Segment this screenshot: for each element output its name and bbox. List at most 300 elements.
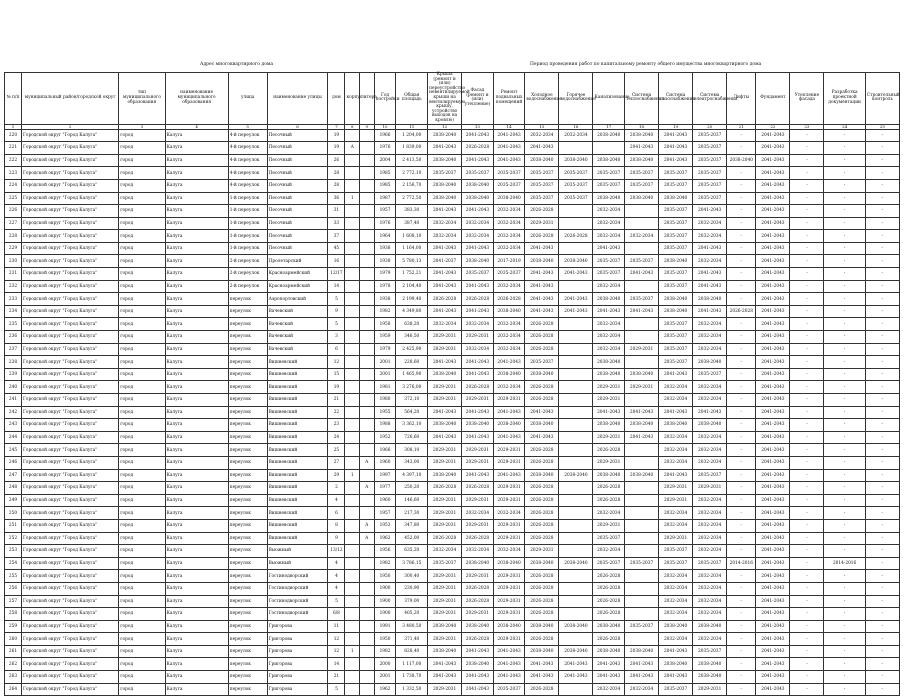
table-cell: 2038-2040 bbox=[428, 179, 462, 192]
table-cell: - bbox=[790, 368, 824, 381]
table-cell: 2041-2043 bbox=[756, 658, 790, 671]
table-cell: 13/12 bbox=[328, 545, 345, 558]
table-cell: Городской округ "Город Калуга" bbox=[22, 167, 119, 180]
table-cell: 2026-2028 bbox=[593, 633, 625, 646]
table-cell bbox=[593, 142, 625, 155]
table-cell: город bbox=[119, 167, 165, 180]
table-cell: город bbox=[119, 305, 165, 318]
table-cell bbox=[345, 570, 360, 583]
table-cell: 2035-2037 bbox=[659, 545, 693, 558]
table-cell bbox=[559, 368, 593, 381]
table-cell: Калуга bbox=[165, 381, 228, 394]
table-cell: - bbox=[727, 482, 756, 495]
table-row bbox=[5, 658, 900, 671]
table-cell: 252 bbox=[5, 532, 22, 545]
table-cell bbox=[625, 217, 659, 230]
table-cell: 1981 bbox=[374, 381, 396, 394]
table-cell: 2038-2040 bbox=[525, 645, 559, 658]
table-cell bbox=[559, 142, 593, 155]
table-cell: город bbox=[119, 419, 165, 432]
table-cell: 1950 bbox=[374, 570, 396, 583]
table-cell: 1976 bbox=[374, 217, 396, 230]
table-cell bbox=[345, 280, 360, 293]
table-cell: - bbox=[865, 179, 899, 192]
table-cell: переулок bbox=[228, 305, 267, 318]
table-cell: город bbox=[119, 671, 165, 684]
table-cell: 4 397,10 bbox=[396, 469, 428, 482]
table-cell: 2032-2034 bbox=[493, 205, 525, 218]
table-cell: 2038-2040 bbox=[659, 192, 693, 205]
table-cell bbox=[559, 431, 593, 444]
table-cell: Городской округ "Город Калуга" bbox=[22, 633, 119, 646]
table-cell bbox=[625, 356, 659, 369]
table-cell: Калуга bbox=[165, 242, 228, 255]
table-cell: Городской округ "Город Калуга" bbox=[22, 645, 119, 658]
table-cell: 2035-2037 bbox=[659, 331, 693, 344]
table-row bbox=[5, 494, 900, 507]
table-cell: Калуга bbox=[165, 343, 228, 356]
table-cell: город bbox=[119, 658, 165, 671]
table-cell: 2032-2034 bbox=[493, 217, 525, 230]
table-cell: 2032-2034 bbox=[593, 205, 625, 218]
table-cell: Калуга bbox=[165, 419, 228, 432]
table-cell: - bbox=[790, 318, 824, 331]
table-cell: Городской округ "Город Калуга" bbox=[22, 230, 119, 243]
table-cell: - bbox=[865, 154, 899, 167]
table-cell: - bbox=[790, 179, 824, 192]
table-cell: переулок bbox=[228, 318, 267, 331]
table-cell: 2004 bbox=[374, 154, 396, 167]
table-cell: - bbox=[865, 343, 899, 356]
table-cell: город bbox=[119, 280, 165, 293]
table-cell: 2029-2031 bbox=[493, 494, 525, 507]
table-cell bbox=[345, 482, 360, 495]
table-row bbox=[5, 633, 900, 646]
table-cell: 2026-2028 bbox=[525, 633, 559, 646]
table-cell bbox=[625, 205, 659, 218]
table-cell bbox=[559, 356, 593, 369]
table-cell: 2041-2043 bbox=[493, 469, 525, 482]
table-cell: 2038-2040 bbox=[525, 419, 559, 432]
table-cell: 343,00 bbox=[396, 456, 428, 469]
table-cell: Калуга bbox=[165, 356, 228, 369]
table-cell: переулок bbox=[228, 494, 267, 507]
table-cell: 2035-2037 bbox=[525, 179, 559, 192]
table-cell: 2026-2028 bbox=[462, 582, 494, 595]
table-cell: 2038-2040 bbox=[659, 620, 693, 633]
table-cell: - bbox=[790, 192, 824, 205]
column-header: Разработка проектной документации bbox=[824, 73, 865, 125]
table-cell: 2029-2031 bbox=[462, 394, 494, 407]
table-cell: - bbox=[865, 406, 899, 419]
table-cell: - bbox=[790, 205, 824, 218]
table-cell: 2038-2040 bbox=[428, 620, 462, 633]
table-cell: 19 bbox=[328, 129, 345, 142]
table-cell: Гостинодворский bbox=[267, 582, 328, 595]
table-cell: 22 bbox=[328, 406, 345, 419]
table-cell: 2032-2034 bbox=[593, 318, 625, 331]
table-cell: 452,00 bbox=[396, 532, 428, 545]
table-cell: Городской округ "Город Калуга" bbox=[22, 205, 119, 218]
table-cell: 2032-2034 bbox=[593, 331, 625, 344]
table-cell: 1900 bbox=[374, 595, 396, 608]
table-cell: - bbox=[865, 570, 899, 583]
table-cell: 2041-2043 bbox=[756, 268, 790, 281]
table-cell: 2035-2037 bbox=[693, 645, 727, 658]
table-cell: город bbox=[119, 343, 165, 356]
table-cell: - bbox=[865, 469, 899, 482]
table-cell: Григорова bbox=[267, 620, 328, 633]
table-row bbox=[5, 381, 900, 394]
table-cell: 2041-2043 bbox=[756, 280, 790, 293]
table-cell: Городской округ "Город Калуга" bbox=[22, 356, 119, 369]
table-cell: 2041-2043 bbox=[756, 582, 790, 595]
table-cell: Калуга bbox=[165, 608, 228, 621]
table-cell: Городской округ "Город Калуга" bbox=[22, 318, 119, 331]
table-cell: 2029-2031 bbox=[428, 507, 462, 520]
column-number: 25 bbox=[865, 124, 899, 129]
table-cell: 1982 bbox=[374, 645, 396, 658]
table-cell: Вишневский bbox=[267, 431, 328, 444]
table-row bbox=[5, 217, 900, 230]
table-cell bbox=[360, 217, 375, 230]
table-cell: - bbox=[790, 242, 824, 255]
table-cell: 2041-2043 bbox=[525, 268, 559, 281]
column-number: 23 bbox=[790, 124, 824, 129]
table-cell: 2038-2040 bbox=[559, 620, 593, 633]
table-cell: 21 bbox=[328, 671, 345, 684]
table-cell: 2026-2028 bbox=[727, 305, 756, 318]
table-cell: 2041-2043 bbox=[756, 318, 790, 331]
table-row bbox=[5, 394, 900, 407]
table-cell: 2038-2040 bbox=[625, 469, 659, 482]
table-cell: 2038-2040 bbox=[428, 129, 462, 142]
table-cell: 2041-2043 bbox=[756, 217, 790, 230]
table-cell: 2032-2034 bbox=[462, 318, 494, 331]
table-cell: 2032-2034 bbox=[462, 545, 494, 558]
table-cell: 2041-2043 bbox=[756, 608, 790, 621]
column-number: 6 bbox=[267, 124, 328, 129]
table-cell: 2041-2043 bbox=[462, 406, 494, 419]
table-cell: - bbox=[790, 482, 824, 495]
table-cell bbox=[345, 507, 360, 520]
table-cell: 2032-2034 bbox=[593, 343, 625, 356]
table-cell: - bbox=[727, 608, 756, 621]
table-cell: Вишневский bbox=[267, 394, 328, 407]
table-cell: - bbox=[824, 532, 865, 545]
table-cell: 27 bbox=[328, 456, 345, 469]
table-cell: 2029-2031 bbox=[428, 456, 462, 469]
table-cell: 2035-2037 bbox=[693, 142, 727, 155]
table-cell: - bbox=[727, 545, 756, 558]
table-cell: - bbox=[790, 557, 824, 570]
table-cell: 2026-2028 bbox=[525, 205, 559, 218]
table-cell: 2032-2034 bbox=[593, 507, 625, 520]
table-cell: Городской округ "Город Калуга" bbox=[22, 671, 119, 684]
table-cell: Калуга bbox=[165, 658, 228, 671]
table-cell: Калуга bbox=[165, 154, 228, 167]
table-cell: 2041-2043 bbox=[659, 368, 693, 381]
table-cell: 2041-2043 bbox=[462, 671, 494, 684]
table-cell: 238 bbox=[5, 356, 22, 369]
table-row bbox=[5, 268, 900, 281]
table-cell: 12 bbox=[328, 633, 345, 646]
table-cell: 1 bbox=[345, 469, 360, 482]
table-cell: 2026-2028 bbox=[593, 595, 625, 608]
table-cell: Песочный bbox=[267, 129, 328, 142]
table-cell: - bbox=[727, 142, 756, 155]
table-cell: 2029-2031 bbox=[493, 482, 525, 495]
column-header: Крыша (ремонт и (или) переустройство невентилируемой крыши на вентилируемую крышу, устройство выходов на кровлю) bbox=[429, 72, 470, 123]
table-cell: - bbox=[727, 519, 756, 532]
table-cell: Вишневский bbox=[267, 519, 328, 532]
table-cell: 2038-2040 bbox=[559, 557, 593, 570]
table-cell: 2029-2031 bbox=[525, 217, 559, 230]
table-cell: 230 bbox=[5, 255, 22, 268]
group-header-periods: Период проведения работ по капитальному ремонту общего имущества многоквартирного дома bbox=[530, 62, 762, 67]
table-cell: город bbox=[119, 570, 165, 583]
table-cell: город bbox=[119, 356, 165, 369]
column-number: 7 bbox=[328, 124, 345, 129]
table-cell: - bbox=[727, 381, 756, 394]
table-cell: 2032-2034 bbox=[693, 507, 727, 520]
table-cell: переулок bbox=[228, 620, 267, 633]
table-cell: Калуга bbox=[165, 305, 228, 318]
table-cell: 2029-2031 bbox=[428, 343, 462, 356]
table-cell bbox=[360, 293, 375, 306]
table-cell: 2029-2031 bbox=[493, 582, 525, 595]
table-cell: 635,20 bbox=[396, 545, 428, 558]
table-cell: - bbox=[824, 192, 865, 205]
table-cell: 2041-2043 bbox=[428, 142, 462, 155]
table-cell bbox=[559, 444, 593, 457]
table-cell: 5 bbox=[328, 318, 345, 331]
table-cell: - bbox=[790, 280, 824, 293]
table-cell bbox=[345, 671, 360, 684]
table-cell: 2032-2034 bbox=[693, 343, 727, 356]
table-cell: - bbox=[727, 469, 756, 482]
table-cell: Городской округ "Город Калуга" bbox=[22, 394, 119, 407]
table-cell: 250 bbox=[5, 507, 22, 520]
table-cell: 2035-2037 bbox=[493, 179, 525, 192]
table-cell: 2041-2043 bbox=[462, 205, 494, 218]
table-cell: 2032-2034 bbox=[693, 230, 727, 243]
table-cell: 2032-2034 bbox=[693, 318, 727, 331]
table-cell: 1938 bbox=[374, 242, 396, 255]
table-cell: город bbox=[119, 217, 165, 230]
table-cell: 2038-2040 bbox=[659, 658, 693, 671]
table-cell: город bbox=[119, 557, 165, 570]
table-cell: - bbox=[727, 494, 756, 507]
table-cell: Городской округ "Город Калуга" bbox=[22, 381, 119, 394]
table-cell: Калуга bbox=[165, 469, 228, 482]
table-cell: 4-й переулок bbox=[228, 167, 267, 180]
table-cell: 2041-2043 bbox=[659, 645, 693, 658]
table-cell bbox=[625, 519, 659, 532]
table-cell: Городской округ "Город Калуга" bbox=[22, 545, 119, 558]
table-cell: 2026-2028 bbox=[593, 482, 625, 495]
table-cell: - bbox=[790, 658, 824, 671]
column-header: Холодное водоснабжение bbox=[525, 73, 559, 125]
table-cell: 2032-2034 bbox=[493, 545, 525, 558]
table-cell: - bbox=[865, 494, 899, 507]
table-cell: 2035-2037 bbox=[559, 179, 593, 192]
table-cell: 2035-2037 bbox=[659, 230, 693, 243]
table-cell bbox=[625, 482, 659, 495]
table-cell: 2032-2034 bbox=[693, 633, 727, 646]
table-cell bbox=[559, 683, 593, 696]
table-cell: 233 bbox=[5, 293, 22, 306]
table-cell: 2035-2037 bbox=[593, 167, 625, 180]
table-cell: 2026-2028 bbox=[462, 633, 494, 646]
table-cell: 2038-2040 bbox=[525, 469, 559, 482]
table-cell: 387,40 bbox=[396, 217, 428, 230]
table-cell: 2038-2040 bbox=[428, 469, 462, 482]
table-cell: 19 bbox=[328, 142, 345, 155]
table-cell: 2038-2040 bbox=[593, 469, 625, 482]
table-cell: 251 bbox=[5, 519, 22, 532]
table-cell: 2029-2031 bbox=[462, 456, 494, 469]
table-cell: 4 349,80 bbox=[396, 305, 428, 318]
table-cell: 2041-2043 bbox=[756, 142, 790, 155]
table-cell: 2029-2031 bbox=[462, 570, 494, 583]
table-cell: Городской округ "Город Калуга" bbox=[22, 179, 119, 192]
table-row bbox=[5, 368, 900, 381]
table-cell: 1 bbox=[345, 192, 360, 205]
column-header: Лифты bbox=[727, 73, 756, 125]
table-cell: 4-й переулок bbox=[228, 179, 267, 192]
column-header: улица bbox=[228, 73, 267, 125]
table-cell: 1964 bbox=[374, 230, 396, 243]
table-cell: 2038-2040 bbox=[493, 557, 525, 570]
table-cell: 2029-2031 bbox=[462, 608, 494, 621]
table-cell: 1 608,10 bbox=[396, 230, 428, 243]
table-cell: 225 bbox=[5, 192, 22, 205]
table-cell: 2038-2040 bbox=[593, 154, 625, 167]
table-cell: 2032-2034 bbox=[462, 230, 494, 243]
table-cell bbox=[360, 129, 375, 142]
table-cell: 3 480,50 bbox=[396, 620, 428, 633]
table-cell bbox=[559, 532, 593, 545]
table-cell: 2032-2034 bbox=[659, 608, 693, 621]
table-cell: 2032-2034 bbox=[693, 431, 727, 444]
column-number: 20 bbox=[693, 124, 727, 129]
table-cell: переулок bbox=[228, 394, 267, 407]
column-header: № п/п bbox=[5, 73, 22, 125]
table-cell bbox=[559, 633, 593, 646]
table-cell: 2041-2043 bbox=[756, 519, 790, 532]
table-cell: 221 bbox=[5, 142, 22, 155]
table-cell: 2041-2043 bbox=[756, 683, 790, 696]
table-cell: 2041-2043 bbox=[756, 179, 790, 192]
table-cell: 2041-2043 bbox=[756, 293, 790, 306]
table-cell: Вишневский bbox=[267, 406, 328, 419]
table-cell: 146,60 bbox=[396, 494, 428, 507]
table-cell: город bbox=[119, 645, 165, 658]
table-cell: 2041-2043 bbox=[756, 394, 790, 407]
table-cell: 2041-2043 bbox=[756, 205, 790, 218]
table-cell: 2041-2043 bbox=[493, 431, 525, 444]
table-cell: Вишневский bbox=[267, 419, 328, 432]
table-cell: Городской округ "Город Калуга" bbox=[22, 532, 119, 545]
table-cell: 2029-2031 bbox=[493, 595, 525, 608]
table-cell: Песочный bbox=[267, 205, 328, 218]
table-cell: 28 bbox=[328, 179, 345, 192]
table-cell: 2032-2034 bbox=[559, 129, 593, 142]
table-cell: 2041-2043 bbox=[756, 620, 790, 633]
table-cell: 2038-2040 bbox=[462, 419, 494, 432]
table-cell: 2035-2037 bbox=[559, 192, 593, 205]
table-cell: 2000 bbox=[374, 658, 396, 671]
table-cell: 2041-2043 bbox=[756, 532, 790, 545]
table-cell bbox=[345, 419, 360, 432]
table-cell: 2041-2043 bbox=[559, 268, 593, 281]
table-cell: город bbox=[119, 394, 165, 407]
table-cell bbox=[345, 595, 360, 608]
table-cell bbox=[360, 419, 375, 432]
table-cell: 2035-2037 bbox=[659, 167, 693, 180]
table-row bbox=[5, 192, 900, 205]
table-cell: 2038-2040 bbox=[428, 154, 462, 167]
table-cell: 2029-2031 bbox=[493, 532, 525, 545]
table-cell: 247 bbox=[5, 469, 22, 482]
table-cell: - bbox=[727, 255, 756, 268]
table-cell: - bbox=[727, 444, 756, 457]
table-cell bbox=[345, 431, 360, 444]
table-cell: 2026-2028 bbox=[525, 519, 559, 532]
table-cell: 2014-2016 bbox=[824, 557, 865, 570]
table-cell: 1958 bbox=[374, 318, 396, 331]
table-cell: 2038-2040 bbox=[462, 658, 494, 671]
table-cell: 2035-2037 bbox=[428, 167, 462, 180]
table-cell: 31 bbox=[328, 205, 345, 218]
table-cell: 2032-2034 bbox=[659, 595, 693, 608]
table-cell: 2035-2037 bbox=[659, 205, 693, 218]
table-row bbox=[5, 532, 900, 545]
table-cell: 2032-2034 bbox=[693, 494, 727, 507]
table-cell: - bbox=[790, 154, 824, 167]
table-cell: Песочный bbox=[267, 192, 328, 205]
table-cell: - bbox=[824, 482, 865, 495]
table-cell: 2041-2043 bbox=[428, 356, 462, 369]
table-cell bbox=[559, 394, 593, 407]
table-cell: 2041-2043 bbox=[756, 305, 790, 318]
table-cell: город bbox=[119, 545, 165, 558]
table-cell: Городской округ "Город Калуга" bbox=[22, 129, 119, 142]
table-cell: - bbox=[727, 331, 756, 344]
table-cell: Городской округ "Город Калуга" bbox=[22, 557, 119, 570]
table-cell: - bbox=[824, 406, 865, 419]
table-cell: - bbox=[790, 507, 824, 520]
table-cell: Калуга bbox=[165, 494, 228, 507]
table-cell bbox=[625, 633, 659, 646]
table-row bbox=[5, 179, 900, 192]
table-cell: 1 332,50 bbox=[396, 683, 428, 696]
table-cell: 2038-2040 bbox=[693, 356, 727, 369]
table-cell: 2029-2031 bbox=[493, 394, 525, 407]
table-cell: 1960 bbox=[374, 494, 396, 507]
table-cell: 2035-2037 bbox=[659, 557, 693, 570]
table-cell: 2035-2037 bbox=[525, 167, 559, 180]
table-cell: 2029-2031 bbox=[428, 595, 462, 608]
table-cell: 2038-2040 bbox=[525, 557, 559, 570]
table-cell: Песочный bbox=[267, 167, 328, 180]
table-cell: 2041-2043 bbox=[559, 293, 593, 306]
table-cell: 2026-2028 bbox=[462, 293, 494, 306]
table-cell: Калуга bbox=[165, 570, 228, 583]
table-cell: 2 772,50 bbox=[396, 192, 428, 205]
table-cell: 1960 bbox=[374, 456, 396, 469]
